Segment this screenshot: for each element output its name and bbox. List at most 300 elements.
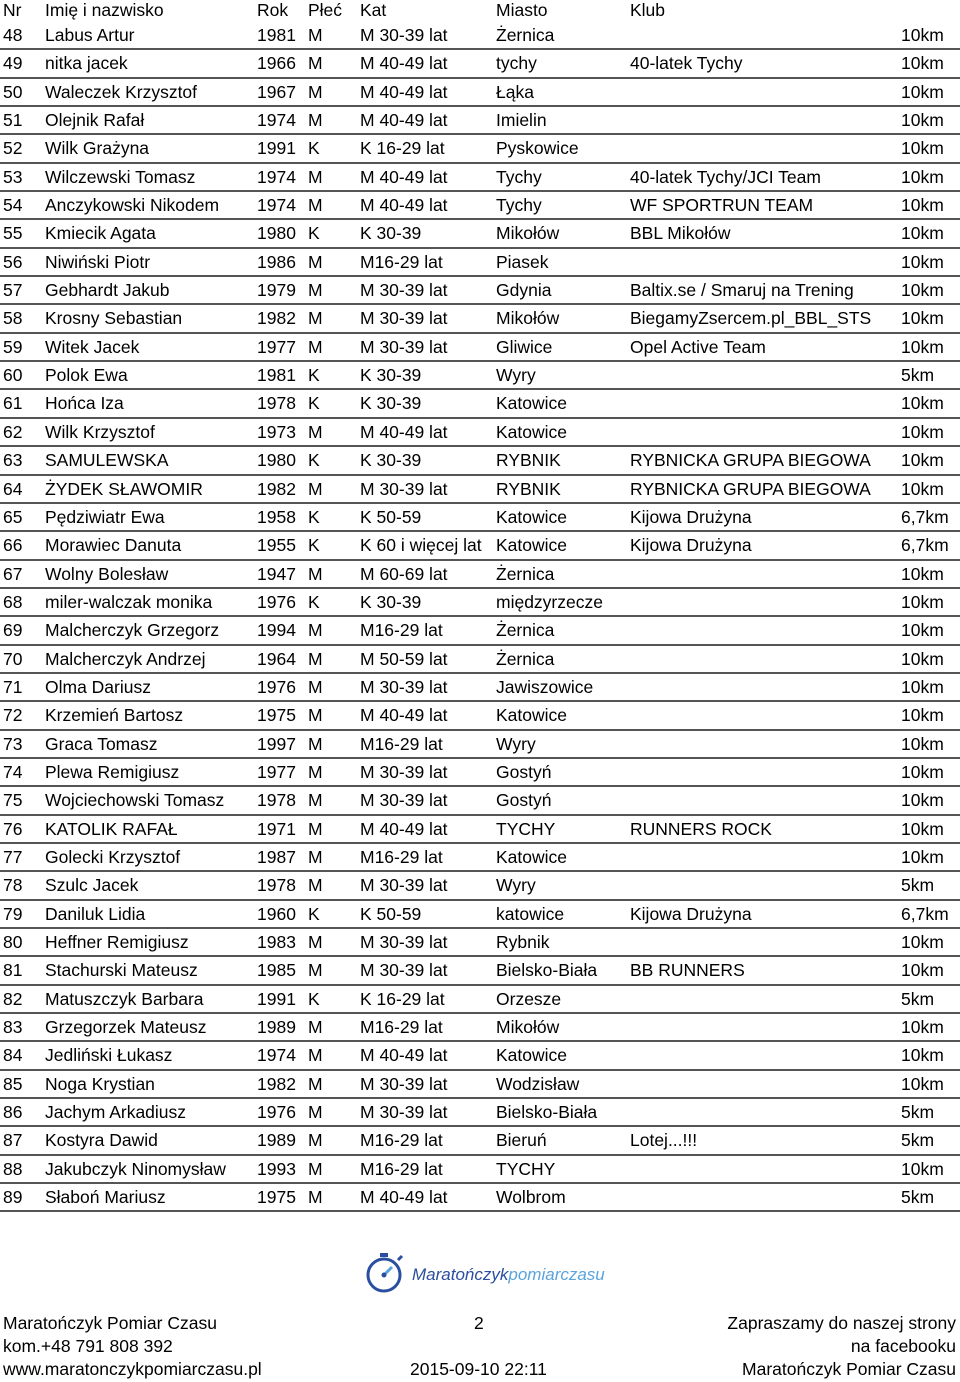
cell-sex: M [308, 563, 323, 584]
cell-sex: M [308, 421, 323, 442]
cell-nr: 49 [3, 53, 23, 74]
cell-nr: 71 [3, 676, 23, 697]
cell-category: M 30-39 lat [360, 790, 448, 811]
cell-year: 1947 [257, 563, 296, 584]
cell-city: Gostyń [496, 761, 552, 782]
header-category: Kat [360, 0, 387, 20]
cell-sex: M [308, 932, 323, 952]
cell-name: Witek Jacek [45, 336, 140, 357]
cell-year: 1975 [257, 1187, 296, 1208]
cell-nr: 76 [3, 818, 23, 839]
cell-distance: 6,7km [901, 506, 949, 527]
cell-nr: 72 [3, 705, 23, 726]
cell-distance: 10km [901, 790, 944, 811]
cell-sex: K [308, 450, 320, 471]
table-row [0, 164, 960, 192]
cell-club: RUNNERS ROCK [630, 818, 772, 839]
cell-nr: 77 [3, 846, 23, 867]
table-row [0, 504, 960, 532]
cell-nr: 83 [3, 1017, 23, 1038]
table-row [0, 731, 960, 759]
cell-name: Olejnik Rafał [45, 110, 145, 131]
cell-distance: 10km [901, 336, 944, 357]
cell-nr: 60 [3, 365, 23, 386]
cell-distance: 5km [901, 1102, 935, 1123]
cell-name: Hońca Iza [45, 393, 124, 414]
cell-distance: 10km [901, 563, 944, 584]
cell-nr: 68 [3, 591, 23, 612]
table-row [0, 107, 960, 135]
cell-category: M 60-69 lat [360, 563, 448, 584]
cell-year: 1977 [257, 761, 296, 782]
cell-year: 1976 [257, 676, 296, 697]
cell-category: K 30-39 [360, 591, 422, 612]
table-row [0, 1014, 960, 1042]
table-row [0, 362, 960, 390]
cell-year: 1978 [257, 875, 296, 896]
cell-category: M 30-39 lat [360, 676, 448, 697]
cell-category: M16-29 lat [360, 846, 443, 867]
table-row [0, 532, 960, 560]
cell-sex: M [308, 818, 323, 839]
cell-year: 1985 [257, 960, 296, 981]
cell-city: Jawiszowice [496, 676, 594, 697]
cell-distance: 10km [901, 932, 944, 952]
cell-year: 1976 [257, 1102, 296, 1123]
cell-city: Gdynia [496, 280, 552, 301]
cell-name: Kostyra Dawid [45, 1130, 158, 1151]
cell-sex: K [308, 988, 320, 1009]
cell-year: 1975 [257, 705, 296, 726]
table-row [0, 674, 960, 702]
cell-club: BB RUNNERS [630, 960, 745, 981]
cell-category: M 30-39 lat [360, 1073, 448, 1094]
cell-year: 1981 [257, 365, 296, 386]
cell-distance: 5km [901, 1130, 935, 1151]
cell-name: Pędziwiatr Ewa [45, 506, 165, 527]
cell-category: K 16-29 lat [360, 138, 445, 159]
table-row [0, 79, 960, 107]
header-city: Miasto [496, 0, 548, 20]
cell-sex: M [308, 308, 323, 329]
table-row [0, 22, 960, 50]
cell-year: 1982 [257, 478, 296, 499]
cell-category: M 30-39 lat [360, 25, 448, 45]
cell-year: 1979 [257, 280, 296, 301]
table-row [0, 872, 960, 900]
cell-sex: M [308, 846, 323, 867]
cell-city: Orzesze [496, 988, 562, 1009]
cell-sex: M [308, 251, 323, 272]
table-row [0, 249, 960, 277]
cell-distance: 5km [901, 875, 935, 896]
cell-name: Wojciechowski Tomasz [45, 790, 225, 811]
cell-nr: 75 [3, 790, 23, 811]
cell-name: Matuszczyk Barbara [45, 988, 204, 1009]
cell-name: Jedliński Łukasz [45, 1045, 173, 1066]
cell-category: M 30-39 lat [360, 960, 448, 981]
cell-distance: 10km [901, 960, 944, 981]
cell-distance: 10km [901, 223, 944, 244]
cell-name: Słaboń Mariusz [45, 1187, 166, 1208]
table-row [0, 702, 960, 730]
cell-city: RYBNIK [496, 478, 561, 499]
cell-distance: 10km [901, 1158, 944, 1179]
cell-category: K 30-39 [360, 223, 422, 244]
cell-sex: M [308, 280, 323, 301]
cell-category: M 30-39 lat [360, 932, 448, 952]
cell-club: BBL Mikołów [630, 223, 731, 244]
cell-city: Gostyń [496, 790, 552, 811]
cell-city: Łąka [496, 81, 534, 102]
cell-city: Rybnik [496, 932, 550, 952]
cell-nr: 67 [3, 563, 23, 584]
cell-nr: 69 [3, 620, 23, 641]
cell-distance: 10km [901, 393, 944, 414]
cell-year: 1971 [257, 818, 296, 839]
cell-year: 1993 [257, 1158, 296, 1179]
cell-nr: 56 [3, 251, 23, 272]
cell-nr: 81 [3, 960, 23, 981]
table-row [0, 192, 960, 220]
cell-city: Piasek [496, 251, 549, 272]
cell-name: Jachym Arkadiusz [45, 1102, 187, 1123]
table-row [0, 447, 960, 475]
cell-distance: 5km [901, 988, 935, 1009]
cell-nr: 82 [3, 988, 23, 1009]
cell-name: Wilk Krzysztof [45, 421, 155, 442]
cell-nr: 89 [3, 1187, 23, 1208]
cell-year: 1983 [257, 932, 296, 952]
table-row [0, 1156, 960, 1184]
cell-category: M16-29 lat [360, 1017, 443, 1038]
cell-name: Stachurski Mateusz [45, 960, 198, 981]
header-club: Klub [630, 0, 666, 20]
cell-name: KATOLIK RAFAŁ [45, 818, 178, 839]
cell-category: K 30-39 [360, 450, 422, 471]
cell-name: Szulc Jacek [45, 875, 139, 896]
cell-year: 1994 [257, 620, 296, 641]
cell-category: M 40-49 lat [360, 53, 448, 74]
cell-distance: 10km [901, 421, 944, 442]
cell-name: Jakubczyk Ninomysław [45, 1158, 226, 1179]
cell-city: międzyrzecze [496, 591, 603, 612]
cell-name: Gebhardt Jakub [45, 280, 170, 301]
cell-sex: M [308, 790, 323, 811]
cell-year: 1989 [257, 1017, 296, 1038]
cell-distance: 5km [901, 365, 935, 386]
cell-nr: 48 [3, 25, 23, 45]
cell-name: Grzegorzek Mateusz [45, 1017, 207, 1038]
cell-year: 1981 [257, 25, 296, 45]
cell-club: RYBNICKA GRUPA BIEGOWA [630, 450, 871, 471]
cell-nr: 78 [3, 875, 23, 896]
cell-year: 1967 [257, 81, 296, 102]
cell-name: Krosny Sebastian [45, 308, 183, 329]
cell-category: K 50-59 [360, 506, 422, 527]
table-row [0, 617, 960, 645]
cell-nr: 50 [3, 81, 23, 102]
cell-sex: M [308, 195, 323, 216]
cell-name: nitka jacek [45, 53, 128, 74]
cell-sex: K [308, 393, 320, 414]
footer-phone: kom.+48 791 808 392 [3, 1336, 173, 1356]
cell-year: 1955 [257, 535, 296, 556]
results-table [0, 22, 960, 1212]
table-row [0, 1099, 960, 1127]
cell-category: M 40-49 lat [360, 705, 448, 726]
cell-name: Plewa Remigiusz [45, 761, 180, 782]
cell-name: Kmiecik Agata [45, 223, 156, 244]
cell-nr: 54 [3, 195, 23, 216]
cell-distance: 10km [901, 1073, 944, 1094]
cell-club: Kijowa Drużyna [630, 903, 752, 924]
table-row [0, 759, 960, 787]
footer-company-right: Maratończyk Pomiar Czasu [742, 1359, 956, 1379]
cell-sex: M [308, 1158, 323, 1179]
cell-sex: M [308, 875, 323, 896]
cell-distance: 10km [901, 1017, 944, 1038]
cell-category: M16-29 lat [360, 1158, 443, 1179]
logo-text: Maratończykpomiarczasu [412, 1265, 605, 1284]
cell-name: miler-walczak monika [45, 591, 213, 612]
table-row [0, 50, 960, 78]
cell-sex: M [308, 1045, 323, 1066]
cell-nr: 51 [3, 110, 23, 131]
cell-sex: M [308, 761, 323, 782]
cell-city: Wolbrom [496, 1187, 566, 1208]
cell-name: Labus Artur [45, 25, 135, 45]
cell-distance: 10km [901, 280, 944, 301]
cell-nr: 79 [3, 903, 23, 924]
cell-nr: 70 [3, 648, 23, 669]
cell-club: BiegamyZsercem.pl_BBL_STS [630, 308, 872, 329]
cell-city: Wodzisław [496, 1073, 580, 1094]
footer-invite: Zapraszamy do naszej strony [727, 1313, 956, 1333]
cell-year: 1980 [257, 450, 296, 471]
cell-sex: M [308, 1017, 323, 1038]
cell-distance: 10km [901, 110, 944, 131]
cell-category: M16-29 lat [360, 620, 443, 641]
cell-name: Heffner Remigiusz [45, 932, 189, 952]
cell-nr: 61 [3, 393, 23, 414]
cell-club: Baltix.se / Smaruj na Trening [630, 280, 854, 301]
cell-name: Krzemień Bartosz [45, 705, 184, 726]
cell-city: Katowice [496, 846, 568, 867]
cell-name: Waleczek Krzysztof [45, 81, 198, 102]
cell-sex: M [308, 81, 323, 102]
cell-category: M 40-49 lat [360, 1045, 448, 1066]
cell-sex: K [308, 903, 320, 924]
footer-facebook-link[interactable]: na facebooku [850, 1336, 956, 1356]
table-row [0, 334, 960, 362]
cell-nr: 84 [3, 1045, 23, 1066]
cell-city: Żernica [496, 648, 555, 669]
cell-distance: 10km [901, 620, 944, 641]
cell-year: 1974 [257, 1045, 296, 1066]
cell-category: M 30-39 lat [360, 1102, 448, 1123]
table-row [0, 135, 960, 163]
cell-city: Mikołów [496, 1017, 560, 1038]
table-row [0, 589, 960, 617]
cell-name: Malcherczyk Grzegorz [45, 620, 220, 641]
cell-category: K 30-39 [360, 393, 422, 414]
cell-year: 1958 [257, 506, 296, 527]
table-row [0, 1042, 960, 1070]
cell-city: tychy [496, 53, 537, 74]
cell-club: RYBNICKA GRUPA BIEGOWA [630, 478, 871, 499]
cell-city: RYBNIK [496, 450, 561, 471]
cell-city: TYCHY [496, 818, 556, 839]
cell-sex: M [308, 110, 323, 131]
cell-year: 1974 [257, 166, 296, 187]
cell-sex: K [308, 223, 320, 244]
cell-sex: M [308, 336, 323, 357]
cell-club: WF SPORTRUN TEAM [630, 195, 814, 216]
cell-year: 1974 [257, 195, 296, 216]
cell-year: 1977 [257, 336, 296, 357]
cell-sex: M [308, 25, 323, 45]
cell-city: Katowice [496, 421, 568, 442]
cell-distance: 10km [901, 166, 944, 187]
cell-sex: K [308, 535, 320, 556]
cell-category: M 40-49 lat [360, 195, 448, 216]
footer-website[interactable]: www.maratonczykpomiarczasu.pl [3, 1359, 262, 1379]
cell-nr: 55 [3, 223, 23, 244]
cell-sex: M [308, 676, 323, 697]
cell-category: M 30-39 lat [360, 280, 448, 301]
table-row [0, 844, 960, 872]
cell-city: Imielin [496, 110, 547, 131]
header-name: Imię i nazwisko [45, 0, 164, 20]
cell-distance: 10km [901, 676, 944, 697]
cell-city: Żernica [496, 563, 555, 584]
table-row [0, 220, 960, 248]
cell-distance: 10km [901, 308, 944, 329]
cell-city: Mikołów [496, 308, 560, 329]
cell-category: K 60 i więcej lat [360, 535, 482, 556]
cell-category: M 40-49 lat [360, 818, 448, 839]
cell-category: M16-29 lat [360, 733, 443, 754]
cell-name: Olma Dariusz [45, 676, 151, 697]
cell-distance: 10km [901, 591, 944, 612]
cell-city: Katowice [496, 506, 568, 527]
table-row [0, 476, 960, 504]
header-year: Rok [257, 0, 289, 20]
table-row [0, 1127, 960, 1155]
stopwatch-icon [362, 1248, 412, 1296]
table-row [0, 561, 960, 589]
cell-sex: M [308, 620, 323, 641]
table-row [0, 986, 960, 1014]
cell-distance: 10km [901, 138, 944, 159]
table-row [0, 390, 960, 418]
cell-sex: M [308, 1102, 323, 1123]
cell-city: Tychy [496, 195, 542, 216]
cell-nr: 87 [3, 1130, 23, 1151]
cell-category: K 16-29 lat [360, 988, 445, 1009]
cell-year: 1960 [257, 903, 296, 924]
cell-sex: K [308, 365, 320, 386]
cell-name: Graca Tomasz [45, 733, 158, 754]
footer-company: Maratończyk Pomiar Czasu [3, 1313, 217, 1333]
cell-nr: 53 [3, 166, 23, 187]
cell-distance: 6,7km [901, 903, 949, 924]
cell-club: Lotej...!!! [630, 1130, 698, 1151]
cell-distance: 10km [901, 81, 944, 102]
cell-name: Anczykowski Nikodem [45, 195, 220, 216]
cell-club: 40-latek Tychy/JCI Team [630, 166, 821, 187]
cell-city: TYCHY [496, 1158, 556, 1179]
cell-category: M 40-49 lat [360, 110, 448, 131]
cell-city: Katowice [496, 535, 568, 556]
cell-distance: 10km [901, 450, 944, 471]
cell-nr: 58 [3, 308, 23, 329]
cell-category: M 40-49 lat [360, 166, 448, 187]
table-row [0, 957, 960, 985]
cell-distance: 10km [901, 53, 944, 74]
cell-sex: M [308, 648, 323, 669]
cell-distance: 10km [901, 251, 944, 272]
cell-nr: 80 [3, 932, 23, 952]
cell-distance: 10km [901, 846, 944, 867]
table-row [0, 929, 960, 957]
cell-year: 1974 [257, 110, 296, 131]
cell-sex: K [308, 138, 320, 159]
header-nr: Nr [3, 0, 22, 20]
cell-city: Bielsko-Biała [496, 1102, 598, 1123]
cell-year: 1966 [257, 53, 296, 74]
cell-category: M16-29 lat [360, 251, 443, 272]
cell-nr: 88 [3, 1158, 23, 1179]
header-sex: Płeć [308, 0, 343, 20]
cell-year: 1978 [257, 790, 296, 811]
table-row [0, 305, 960, 333]
cell-club: Opel Active Team [630, 336, 766, 357]
logo [362, 1248, 612, 1296]
cell-year: 1986 [257, 251, 296, 272]
cell-city: Katowice [496, 705, 568, 726]
cell-distance: 5km [901, 1187, 935, 1208]
cell-year: 1964 [257, 648, 296, 669]
cell-nr: 57 [3, 280, 23, 301]
cell-nr: 74 [3, 761, 23, 782]
cell-category: M 30-39 lat [360, 875, 448, 896]
cell-category: M 30-39 lat [360, 308, 448, 329]
cell-category: K 30-39 [360, 365, 422, 386]
cell-nr: 65 [3, 506, 23, 527]
cell-nr: 73 [3, 733, 23, 754]
cell-sex: M [308, 705, 323, 726]
cell-name: Daniluk Lidia [45, 903, 146, 924]
cell-name: ŻYDEK SŁAWOMIR [45, 478, 203, 499]
cell-name: Wilk Grażyna [45, 138, 150, 159]
cell-city: Tychy [496, 166, 542, 187]
cell-city: Katowice [496, 393, 568, 414]
cell-category: K 50-59 [360, 903, 422, 924]
cell-city: Bieruń [496, 1130, 547, 1151]
cell-distance: 10km [901, 818, 944, 839]
cell-nr: 64 [3, 478, 23, 499]
cell-sex: M [308, 166, 323, 187]
table-row [0, 901, 960, 929]
cell-city: Gliwice [496, 336, 553, 357]
cell-club: Kijowa Drużyna [630, 506, 752, 527]
cell-name: SAMULEWSKA [45, 450, 169, 471]
page-number: 2 [474, 1313, 484, 1333]
cell-category: M 40-49 lat [360, 421, 448, 442]
cell-sex: K [308, 591, 320, 612]
